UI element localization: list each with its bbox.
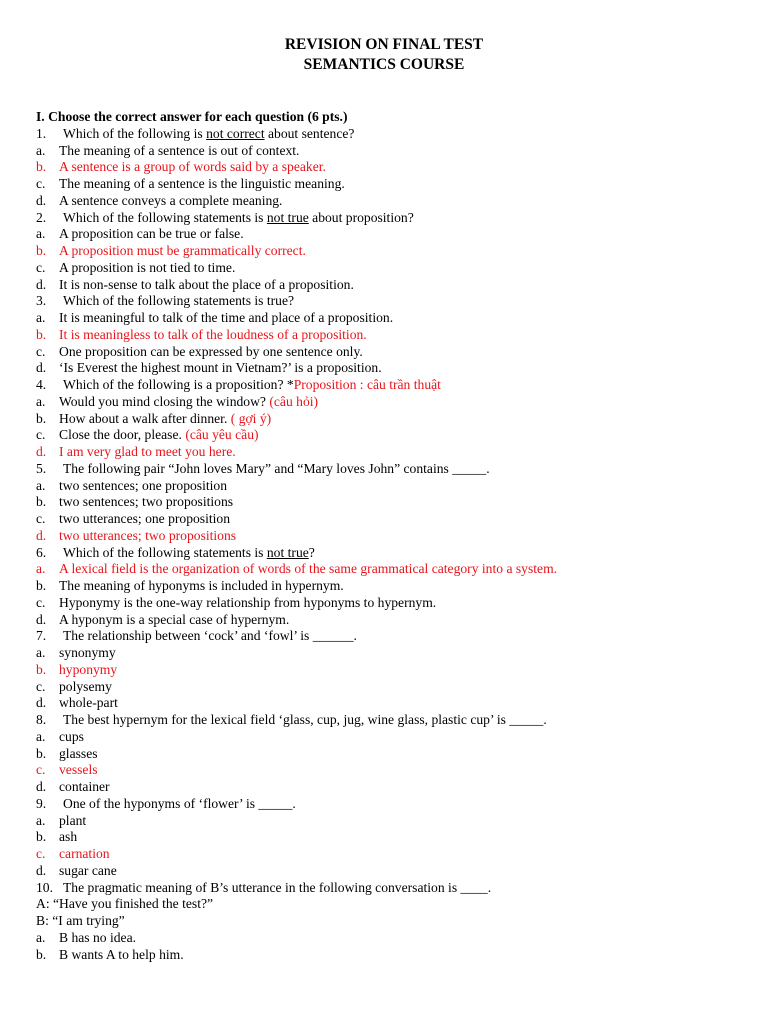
option-1b-answer	[36, 159, 756, 176]
question-text: Which of the following is	[63, 125, 207, 141]
question-number: 8.	[36, 712, 47, 727]
option-label: a.	[36, 812, 46, 828]
question-number: 9.	[36, 795, 47, 811]
option-7d	[36, 695, 756, 712]
option-text: The meaning of hyponyms is included in hypernym.	[59, 578, 344, 593]
option-text: two sentences; one proposition	[59, 477, 228, 493]
question-number: 5.	[36, 460, 47, 476]
option-text: Close the door, please.	[59, 427, 186, 443]
option-text: It is non-sense to talk about the place of a proposition.	[59, 276, 354, 292]
option-label: d.	[36, 360, 47, 376]
option-text: two utterances; two propositions	[59, 527, 237, 543]
question-1	[36, 126, 756, 143]
option-text: vessels	[59, 762, 98, 778]
option-label: d.	[36, 444, 47, 459]
option-label: a.	[36, 561, 46, 577]
option-7b-answer	[36, 662, 756, 679]
option-label: a.	[36, 310, 46, 325]
question-text: The best hypernym for the lexical field ‘glass, cup, jug, wine glass, plastic cup’ is _____.	[63, 712, 547, 727]
option-label: d.	[36, 779, 47, 794]
option-label: c.	[36, 846, 46, 861]
option-4c	[36, 427, 756, 444]
annotation-note: (câu yêu cầu)	[185, 427, 259, 443]
option-label: c.	[36, 259, 46, 275]
question-text: Which of the following is a proposition? *	[63, 377, 294, 392]
question-text: One of the hyponyms of ‘flower’ is _____.	[63, 795, 296, 811]
option-text: B wants A to help him.	[59, 946, 184, 962]
annotation-note: ( gợi ý)	[230, 410, 272, 426]
option-9a	[36, 813, 756, 830]
option-10a	[36, 930, 756, 947]
option-5b	[36, 494, 756, 511]
option-label: a.	[36, 728, 46, 744]
option-label: b.	[36, 243, 47, 258]
option-4a	[36, 394, 756, 411]
option-label: c.	[36, 678, 46, 694]
question-number: 10.	[36, 879, 53, 895]
question-text: Which of the following statements is	[63, 544, 267, 560]
option-label: b.	[36, 494, 47, 510]
option-text: A sentence conveys a complete meaning.	[59, 192, 283, 208]
option-6d	[36, 612, 756, 629]
question-number: 7.	[36, 628, 47, 644]
option-text: It is meaningful to talk of the time and place of a proposition.	[59, 310, 394, 325]
section-heading: I. Choose the correct answer for each question (6 pts.)	[36, 109, 348, 124]
option-label: a.	[36, 645, 46, 660]
option-5d-answer	[36, 528, 756, 545]
question-number: 4.	[36, 377, 47, 392]
option-6b	[36, 578, 756, 595]
option-label: d.	[36, 862, 47, 878]
option-text: Would you mind closing the window?	[59, 393, 270, 409]
option-label: c.	[36, 511, 46, 526]
option-text: glasses	[59, 745, 98, 761]
question-number: 1.	[36, 125, 47, 141]
option-3d	[36, 360, 756, 377]
option-text: I am very glad to meet you here.	[59, 444, 236, 459]
underlined-phrase: not true	[266, 209, 309, 225]
question-text: The relationship between ‘cock’ and ‘fowl’ is ______.	[63, 628, 357, 644]
option-label: d.	[36, 276, 47, 292]
option-text: carnation	[59, 846, 110, 861]
option-label: d.	[36, 611, 47, 627]
option-label: b.	[36, 661, 47, 677]
option-text: B has no idea.	[59, 929, 137, 945]
option-2a	[36, 226, 756, 243]
option-7c	[36, 679, 756, 696]
option-10b	[36, 947, 756, 964]
option-8a	[36, 729, 756, 746]
question-5	[36, 461, 756, 478]
option-text: cups	[59, 728, 84, 744]
option-label: a.	[36, 929, 46, 945]
option-text: synonymy	[59, 645, 116, 660]
question-number: 3.	[36, 293, 47, 309]
option-2d	[36, 277, 756, 294]
underlined-phrase: not true	[266, 544, 309, 560]
option-label: b.	[36, 159, 47, 175]
annotation-note: Proposition : câu trần thuật	[293, 377, 441, 392]
option-6c	[36, 595, 756, 612]
question-number: 2.	[36, 209, 47, 225]
option-text: A hyponym is a special case of hypernym.	[59, 611, 290, 627]
dialogue-line-a: A: “Have you finished the test?”	[36, 896, 214, 912]
option-9d	[36, 863, 756, 880]
option-9c-answer	[36, 846, 756, 863]
option-label: a.	[36, 477, 46, 493]
option-2c	[36, 260, 756, 277]
question-text: The following pair “John loves Mary” and “Mary loves John” contains _____.	[63, 460, 490, 476]
option-text: The meaning of a sentence is out of context.	[59, 142, 300, 158]
question-text: Which of the following statements is true?	[63, 293, 295, 309]
option-text: The meaning of a sentence is the linguistic meaning.	[59, 176, 345, 191]
option-label: a.	[36, 142, 46, 158]
option-text: sugar cane	[59, 862, 117, 878]
option-text: A lexical field is the organization of words of the same grammatical category into a system.	[59, 561, 558, 577]
option-text: A proposition can be true or false.	[59, 226, 244, 242]
option-label: d.	[36, 695, 47, 711]
option-text: How about a walk after dinner.	[59, 410, 231, 426]
question-7	[36, 628, 756, 645]
document-title: REVISION ON FINAL TEST	[284, 36, 484, 53]
option-text: ash	[59, 829, 78, 845]
option-label: b.	[36, 410, 47, 426]
document-subtitle: SEMANTICS COURSE	[303, 56, 465, 73]
question-text-end: ?	[308, 544, 315, 560]
option-label: c.	[36, 343, 46, 359]
option-2b-answer	[36, 243, 756, 260]
option-label: a.	[36, 393, 46, 409]
option-label: c.	[36, 427, 46, 443]
option-text: polysemy	[59, 678, 112, 694]
option-label: c.	[36, 176, 46, 191]
option-text: Hyponymy is the one-way relationship from hyponyms to hypernym.	[59, 594, 437, 610]
option-label: c.	[36, 762, 46, 778]
question-6	[36, 545, 756, 562]
document-body	[36, 109, 756, 963]
option-5a	[36, 478, 756, 495]
option-1a	[36, 143, 756, 160]
option-4b	[36, 411, 756, 428]
option-label: b.	[36, 745, 47, 761]
option-label: c.	[36, 594, 46, 610]
question-2	[36, 210, 756, 227]
option-label: b.	[36, 946, 47, 962]
question-9	[36, 796, 756, 813]
option-3b-answer	[36, 327, 756, 344]
option-1d	[36, 193, 756, 210]
option-9b	[36, 829, 756, 846]
option-label: b.	[36, 326, 47, 342]
question-3	[36, 293, 756, 310]
option-8b	[36, 746, 756, 763]
question-text-end: about sentence?	[264, 125, 355, 141]
option-8c-answer	[36, 762, 756, 779]
option-text: container	[59, 779, 110, 794]
option-text: whole-part	[59, 695, 118, 711]
option-3a	[36, 310, 756, 327]
question-number: 6.	[36, 544, 47, 560]
dialogue-line-b: B: “I am trying”	[36, 913, 125, 928]
option-3c	[36, 344, 756, 361]
question-4	[36, 377, 756, 394]
underlined-phrase: not correct	[206, 125, 265, 141]
option-text: One proposition can be expressed by one sentence only.	[59, 343, 363, 359]
option-label: b.	[36, 829, 47, 845]
question-text: Which of the following statements is	[63, 209, 267, 225]
option-5c	[36, 511, 756, 528]
option-text: A sentence is a group of words said by a speaker.	[59, 159, 326, 175]
option-label: d.	[36, 527, 47, 543]
option-4d-answer	[36, 444, 756, 461]
option-6a-answer	[36, 561, 756, 578]
annotation-note: (câu hỏi)	[269, 393, 319, 409]
option-text: A proposition is not tied to time.	[59, 259, 236, 275]
question-8	[36, 712, 756, 729]
option-1c	[36, 176, 756, 193]
option-label: b.	[36, 578, 47, 593]
option-text: plant	[59, 812, 87, 828]
option-text: two sentences; two propositions	[59, 494, 234, 510]
option-text: hyponymy	[59, 661, 118, 677]
option-text: It is meaningless to talk of the loudness of a proposition.	[59, 326, 367, 342]
option-text: ‘Is Everest the highest mount in Vietnam?’ is a proposition.	[59, 360, 382, 376]
question-text: The pragmatic meaning of B’s utterance in the following conversation is ____.	[63, 879, 492, 895]
option-label: d.	[36, 192, 47, 208]
question-10	[36, 880, 756, 897]
option-7a	[36, 645, 756, 662]
question-text-end: about proposition?	[308, 209, 414, 225]
option-label: a.	[36, 226, 46, 242]
option-text: two utterances; one proposition	[59, 511, 231, 526]
option-8d	[36, 779, 756, 796]
option-text: A proposition must be grammatically correct.	[59, 243, 306, 258]
